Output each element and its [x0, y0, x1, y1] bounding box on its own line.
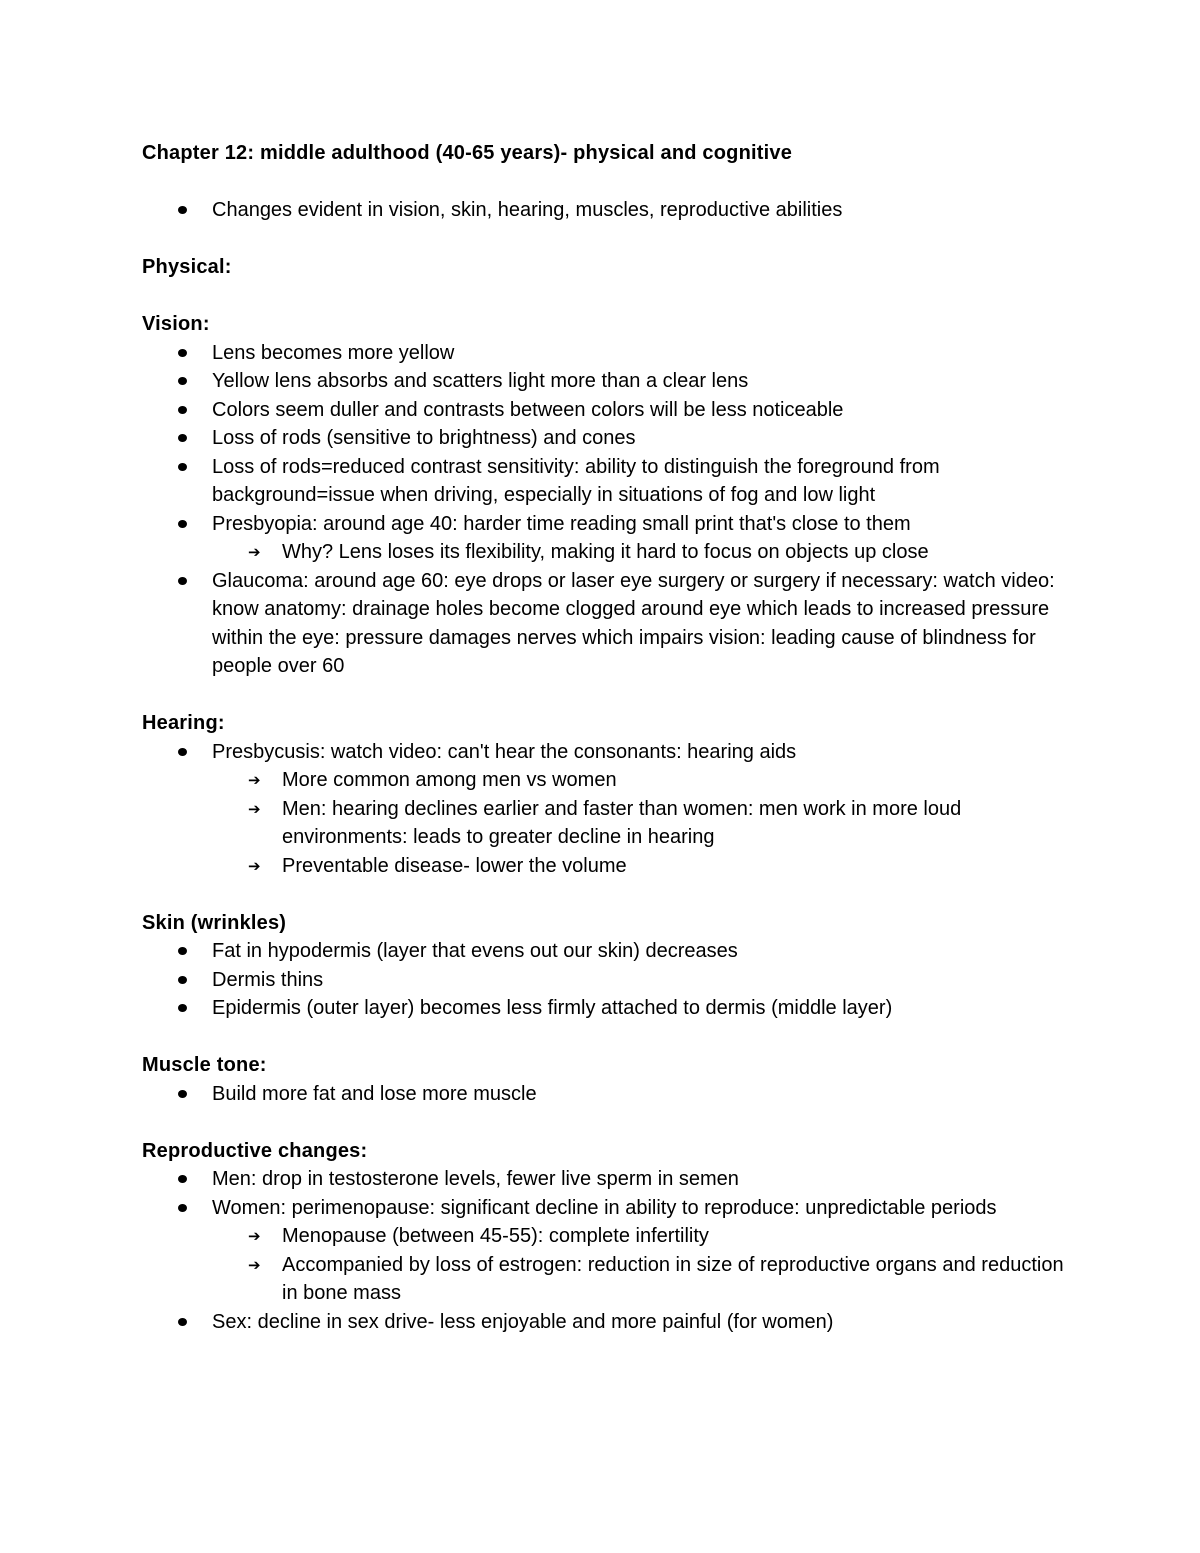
bullet-icon [178, 406, 187, 414]
list-item: Fat in hypodermis (layer that evens out our skin) decreases [142, 937, 1082, 966]
list-item: Lens becomes more yellow [142, 339, 1082, 368]
bullet-icon [178, 206, 187, 214]
list-item: Dermis thins [142, 966, 1082, 995]
arrow-icon: ➔ [248, 543, 261, 561]
spacer [142, 681, 1082, 710]
reproductive-list [142, 1165, 1082, 1336]
section-heading-hearing: Hearing: [142, 712, 225, 734]
spacer [142, 1023, 1082, 1052]
bullet-icon [178, 748, 187, 756]
sub-list [212, 766, 1082, 880]
bullet-icon [178, 434, 187, 442]
bullet-icon [178, 976, 187, 984]
sub-list [212, 538, 1082, 567]
arrow-icon: ➔ [248, 856, 261, 875]
arrow-icon: ➔ [248, 771, 261, 789]
section-heading-physical: Physical: [142, 256, 232, 278]
muscle-list [142, 1080, 1082, 1109]
spacer [142, 225, 1082, 254]
list-item: Build more fat and lose more muscle [142, 1080, 1082, 1109]
list-item: Loss of rods=reduced contrast sensitivity: ability to distinguish the foreground from background=issue when driving, especially in situations of fog and low light [142, 453, 1082, 510]
list-item: Epidermis (outer layer) becomes less firmly attached to dermis (middle layer) [142, 994, 1082, 1023]
bullet-icon [178, 1004, 187, 1012]
bullet-icon [178, 1090, 187, 1098]
spacer [142, 1108, 1082, 1137]
bullet-icon [178, 1204, 187, 1212]
bullet-icon [178, 947, 187, 955]
skin-list [142, 937, 1082, 1023]
spacer [142, 880, 1082, 909]
list-item: Loss of rods (sensitive to brightness) and cones [142, 424, 1082, 453]
bullet-icon [178, 463, 187, 471]
sub-list-item: ➔ More common among men vs women [212, 766, 1082, 795]
bullet-icon [178, 349, 187, 357]
list-item: Yellow lens absorbs and scatters light more than a clear lens [142, 367, 1082, 396]
bullet-icon [178, 520, 187, 528]
list-item: Women: perimenopause: significant decline in ability to reproduce: unpredictable periods ➔ Menopause (between 45-55): complete infertility ➔ Accompanied by loss of estrogen: reduction in size of reproductive organs and reduction in bone mass [142, 1194, 1082, 1308]
sub-list-item: ➔ Why? Lens loses its flexibility, making it hard to focus on objects up close [212, 538, 1082, 567]
vision-list [142, 339, 1082, 681]
spacer [142, 168, 1082, 197]
bullet-icon [178, 577, 187, 585]
list-item: Colors seem duller and contrasts between colors will be less noticeable [142, 396, 1082, 425]
list-item: Presbyopia: around age 40: harder time reading small print that's close to them ➔ Why? Lens loses its flexibility, making it hard to focus on objects up close [142, 510, 1082, 567]
arrow-icon: ➔ [248, 1227, 261, 1245]
sub-list [212, 1222, 1082, 1308]
section-heading-muscle: Muscle tone: [142, 1054, 267, 1076]
section-heading-skin: Skin (wrinkles) [142, 911, 287, 934]
list-item: Sex: decline in sex drive- less enjoyable and more painful (for women) [142, 1308, 1082, 1337]
arrow-icon: ➔ [248, 799, 261, 818]
sub-list-item: ➔ Preventable disease- lower the volume [212, 852, 1082, 881]
arrow-icon: ➔ [248, 1255, 261, 1274]
list-item: Changes evident in vision, skin, hearing, muscles, reproductive abilities [142, 196, 1082, 225]
document-page [142, 139, 1082, 1336]
bullet-icon [178, 1175, 187, 1183]
section-heading-reproductive: Reproductive changes: [142, 1139, 368, 1162]
bullet-icon [178, 1318, 187, 1326]
bullet-icon [178, 377, 187, 385]
intro-list [142, 196, 1082, 225]
sub-list-item: ➔ Men: hearing declines earlier and faster than women: men work in more loud environments: leads to greater decline in hearing [212, 795, 1082, 852]
list-item: Presbycusis: watch video: can't hear the consonants: hearing aids ➔ More common among men vs women ➔ Men: hearing declines earlier and faster than women: men work in more loud environments: leads to greater decline in hearing ➔ Preventable disease- lower the volume [142, 738, 1082, 881]
hearing-list [142, 738, 1082, 881]
list-item: Men: drop in testosterone levels, fewer live sperm in semen [142, 1165, 1082, 1194]
page-title: Chapter 12: middle adulthood (40-65 years)- physical and cognitive [142, 142, 793, 164]
sub-list-item: ➔ Accompanied by loss of estrogen: reduction in size of reproductive organs and reduction in bone mass [212, 1251, 1082, 1308]
spacer [142, 282, 1082, 311]
sub-list-item: ➔ Menopause (between 45-55): complete infertility [212, 1222, 1082, 1251]
list-item: Glaucoma: around age 60: eye drops or laser eye surgery or surgery if necessary: watch video: know anatomy: drainage holes become clogged around eye which leads to increased pressure within the eye: pressure damages nerves which impairs vision: leading cause of blindness for people over 60 [142, 567, 1082, 681]
section-heading-vision: Vision: [142, 313, 210, 335]
